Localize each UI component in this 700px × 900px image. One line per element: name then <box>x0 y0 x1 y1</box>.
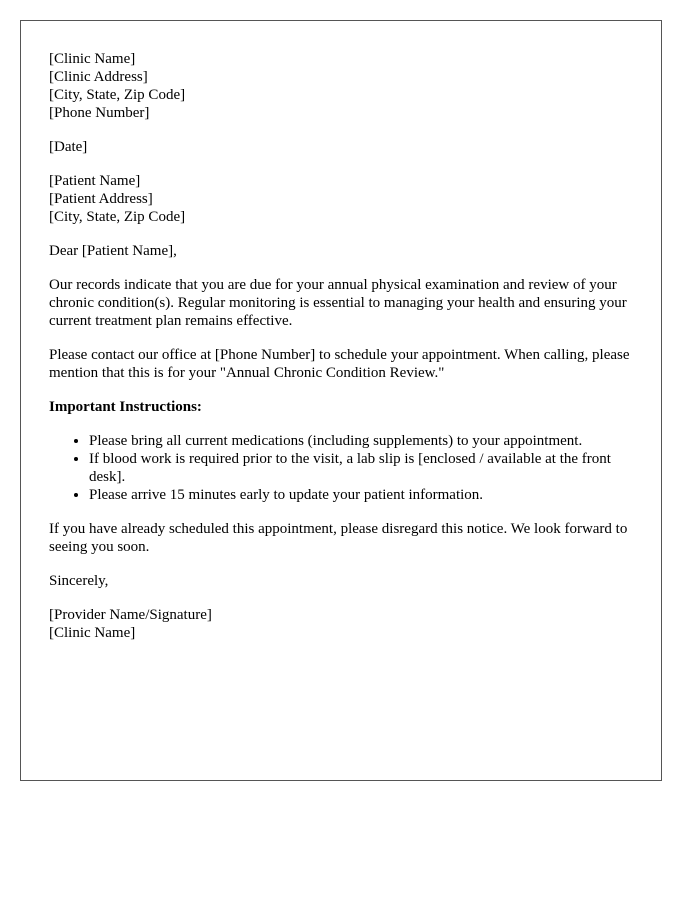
body-paragraph-2: Please contact our office at [Phone Number] to schedule your appointment. When calling, please mention that this is for your "Annual Chronic Condition Review." <box>49 347 630 381</box>
recipient-name: [Patient Name] <box>49 173 141 189</box>
letter-page <box>20 20 662 781</box>
salutation: Dear [Patient Name], <box>49 243 177 259</box>
body-paragraph-1: Our records indicate that you are due for your annual physical examination and review of your chronic condition(s). Regular monitoring is essential to managing your health and ensuring your current treatment plan remains effective. <box>49 277 627 329</box>
closing: Sincerely, <box>49 573 109 589</box>
recipient-address-block <box>49 172 633 226</box>
sender-clinic-address: [Clinic Address] <box>49 69 148 85</box>
sender-address-block <box>49 50 633 122</box>
sender-clinic-name: [Clinic Name] <box>49 51 136 67</box>
recipient-city-state-zip: [City, State, Zip Code] <box>49 209 186 225</box>
sender-phone: [Phone Number] <box>49 105 150 121</box>
instruction-item: • If blood work is required prior to the visit, a lab slip is [enclosed / available at the front desk]. <box>89 450 633 486</box>
sender-city-state-zip: [City, State, Zip Code] <box>49 87 186 103</box>
letter-date: [Date] <box>49 139 88 155</box>
instructions-heading: Important Instructions: <box>49 399 202 415</box>
signature-block <box>49 606 633 642</box>
instruction-item: • Please arrive 15 minutes early to update your patient information. <box>89 486 633 504</box>
signature-clinic-name: [Clinic Name] <box>49 625 136 641</box>
instruction-item: • Please bring all current medications (including supplements) to your appointment. <box>89 432 633 450</box>
recipient-address: [Patient Address] <box>49 191 153 207</box>
instructions-list <box>49 432 633 504</box>
signature-provider: [Provider Name/Signature] <box>49 607 212 623</box>
body-paragraph-3: If you have already scheduled this appointment, please disregard this notice. We look forward to seeing you soon. <box>49 521 628 555</box>
